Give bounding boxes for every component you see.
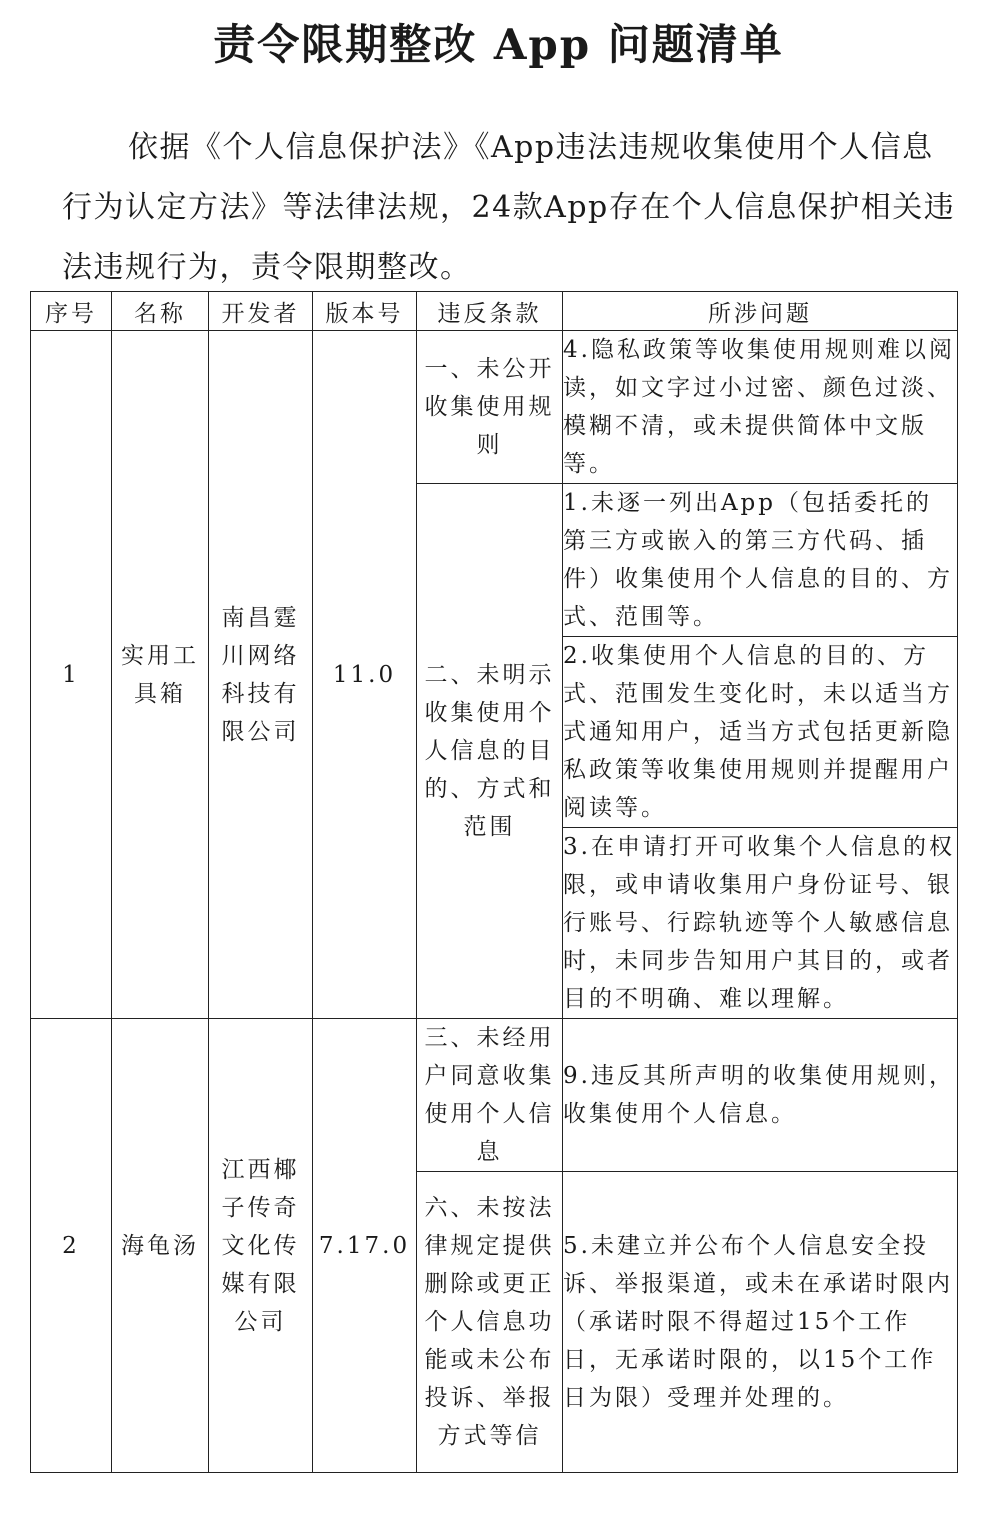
intro-paragraph: 依据《个人信息保护法》《App违法违规收集使用个人信息行为认定方法》等法律法规，24款App存在个人信息保护相关违法违规行为，责令限期整改。: [62, 130, 956, 285]
header-name: 名称: [112, 292, 209, 331]
header-clause: 违反条款: [417, 292, 563, 331]
violation-clause: 二、未明示收集使用个人信息的目的、方式和范围: [417, 484, 563, 1019]
row-index: 1: [31, 331, 112, 1019]
table-row: [31, 331, 958, 484]
row-index: 2: [31, 1019, 112, 1473]
issue-text: 5.未建立并公布个人信息安全投诉、举报渠道，或未在承诺时限内（承诺时限不得超过15个工作日，无承诺时限的，以15个工作日为限）受理并处理的。: [563, 1172, 958, 1473]
issue-text: 9.违反其所声明的收集使用规则，收集使用个人信息。: [563, 1019, 958, 1172]
app-name: 实用工具箱: [112, 331, 209, 1019]
app-developer: 江西椰子传奇文化传媒有限公司: [209, 1019, 313, 1473]
table-row: [31, 1019, 958, 1172]
table-header-row: [31, 292, 958, 331]
app-developer: 南昌霆川网络科技有限公司: [209, 331, 313, 1019]
header-version: 版本号: [313, 292, 417, 331]
issue-text: 2.收集使用个人信息的目的、方式、范围发生变化时，未以适当方式通知用户，适当方式包括更新隐私政策等收集使用规则并提醒用户阅读等。: [563, 637, 958, 828]
violation-clause: 一、未公开收集使用规则: [417, 331, 563, 484]
issue-text: 4.隐私政策等收集使用规则难以阅读，如文字过小过密、颜色过淡、模糊不清，或未提供简体中文版等。: [563, 331, 958, 484]
header-index: 序号: [31, 292, 112, 331]
app-version: 7.17.0: [313, 1019, 417, 1473]
app-name: 海龟汤: [112, 1019, 209, 1473]
violation-clause: 三、未经用户同意收集使用个人信息: [417, 1019, 563, 1172]
issue-text: 3.在申请打开可收集个人信息的权限，或申请收集用户身份证号、银行账号、行踪轨迹等个人敏感信息时，未同步告知用户其目的，或者目的不明确、难以理解。: [563, 828, 958, 1019]
issue-text: 1.未逐一列出App（包括委托的第三方或嵌入的第三方代码、插件）收集使用个人信息的目的、方式、范围等。: [563, 484, 958, 637]
violation-clause: 六、未按法律规定提供删除或更正个人信息功能或未公布投诉、举报方式等信: [417, 1172, 563, 1473]
issue-table: [30, 291, 958, 1473]
app-version: 11.0: [313, 331, 417, 1019]
header-developer: 开发者: [209, 292, 313, 331]
page-title: 责令限期整改 App 问题清单: [213, 20, 784, 69]
header-issue: 所涉问题: [563, 292, 958, 331]
